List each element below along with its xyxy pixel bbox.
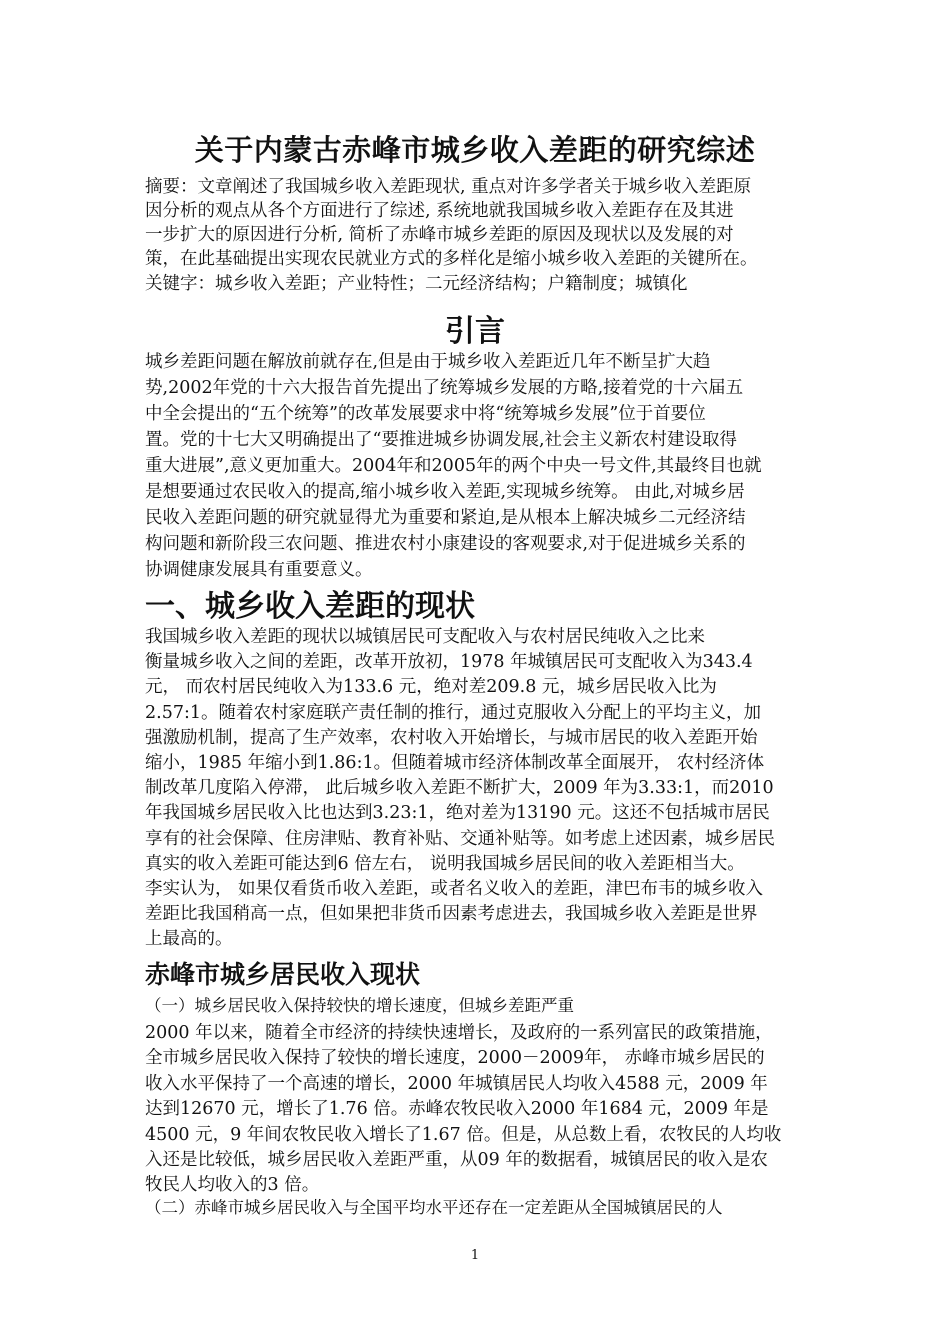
subsection2-heading: （二）赤峰市城乡居民收入与全国平均水平还存在一定差距从全国城镇居民的人	[145, 1198, 723, 1217]
keywords: 关键字：城乡收入差距；产业特性；二元经济结构；户籍制度；城镇化	[145, 274, 688, 294]
section2-paragraph: 2000 年以来，随着全市经济的持续快速增长，及政府的一系列富民的政策措施， 全市城乡居民收入保持了较快的增长速度，2000－2009年， 赤峰市城乡居民的 收入水平保持了一个高速的增长，2000 年城镇居民人均收入4588 元，2009 年 达到12670 元，增长了1.76 倍。赤峰农牧民收入2000 年1684 元，2009 年是 4500 元，9 年间农牧民收入增长了1.67 倍。但是，从总数上看，农牧民的人均收 入还是比较低，城乡居民收入差距严重，从09 年的数据看，城镇居民的收入是农 牧民人均收入的3 倍。	[145, 1023, 782, 1196]
section1-paragraph: 我国城乡收入差距的现状以城镇居民可支配收入与农村居民纯收入之比来 衡量城乡收入之间的差距，改革开放初，1978 年城镇居民可支配收入为343.4 元， 而农村居民纯收入为133.6 元，绝对差209.8 元，城乡居民收入比为 2.57:1。随着农村家庭联产责任制的推行，通过克服收入分配上的平均主义，加 强激励机制，提高了生产效率，农村收入开始增长，与城市居民的收入差距开始 缩小，1985 年缩小到1.86:1。但随着城市经济体制改革全面展开， 农村经济体 制改革几度陷入停滞， 此后城乡收入差距不断扩大，2009 年为3.33:1，而2010 年我国城乡居民收入比也达到3.23:1，绝对差为13190 元。这还不包括城市居民 享有的社会保障、住房津贴、教育补贴、交通补贴等。如考虑上述因素，城乡居民 真实的收入差距可能达到6 倍左右， 说明我国城乡居民间的收入差距相当大。 李实认为， 如果仅看货币收入差距，或者名义收入的差距，津巴布韦的城乡收入 差距比我国稍高一点，但如果把非货币因素考虑进去，我国城乡收入差距是世界 上最高的。	[145, 627, 775, 950]
section1-heading: 一、城乡收入差距的现状	[145, 589, 475, 624]
page-number: 1	[470, 1248, 480, 1263]
abstract: 摘要：文章阐述了我国城乡收入差距现状, 重点对许多学者关于城乡收入差距原 因分析的观点从各个方面进行了综述, 系统地就我国城乡收入差距存在及其进 一步扩大的原因进行分析, 简析了赤峰市城乡差距的原因及现状以及发展的对 策，在此基础提出实现农民就业方式的多样化是缩小城乡收入差距的关键所在。	[145, 177, 758, 269]
intro-heading: 引言	[445, 314, 505, 349]
intro-paragraph: 城乡差距问题在解放前就存在,但是由于城乡收入差距近几年不断呈扩大趋 势,2002年党的十六大报告首先提出了统筹城乡发展的方略,接着党的十六届五 中全会提出的“五个统筹”的改革发展要求中将“统筹城乡发展”位于首要位 置。党的十七大又明确提出了“要推进城乡协调发展,社会主义新农村建设取得 重大进展”,意义更加重大。2004年和2005年的两个中央一号文件,其最终目也就 是想要通过农民收入的提高,缩小城乡收入差距,实现城乡统筹。 由此,对城乡居 民收入差距问题的研究就显得尤为重要和紧迫,是从根本上解决城乡二元经济结 构问题和新阶段三农问题、推进农村小康建设的客观要求,对于促进城乡关系的 协调健康发展具有重要意义。	[145, 352, 762, 580]
subsection1-heading: （一）城乡居民收入保持较快的增长速度，但城乡差距严重	[145, 996, 574, 1015]
document-title: 关于内蒙古赤峰市城乡收入差距的研究综述	[194, 133, 756, 167]
section2-heading: 赤峰市城乡居民收入现状	[145, 960, 421, 989]
